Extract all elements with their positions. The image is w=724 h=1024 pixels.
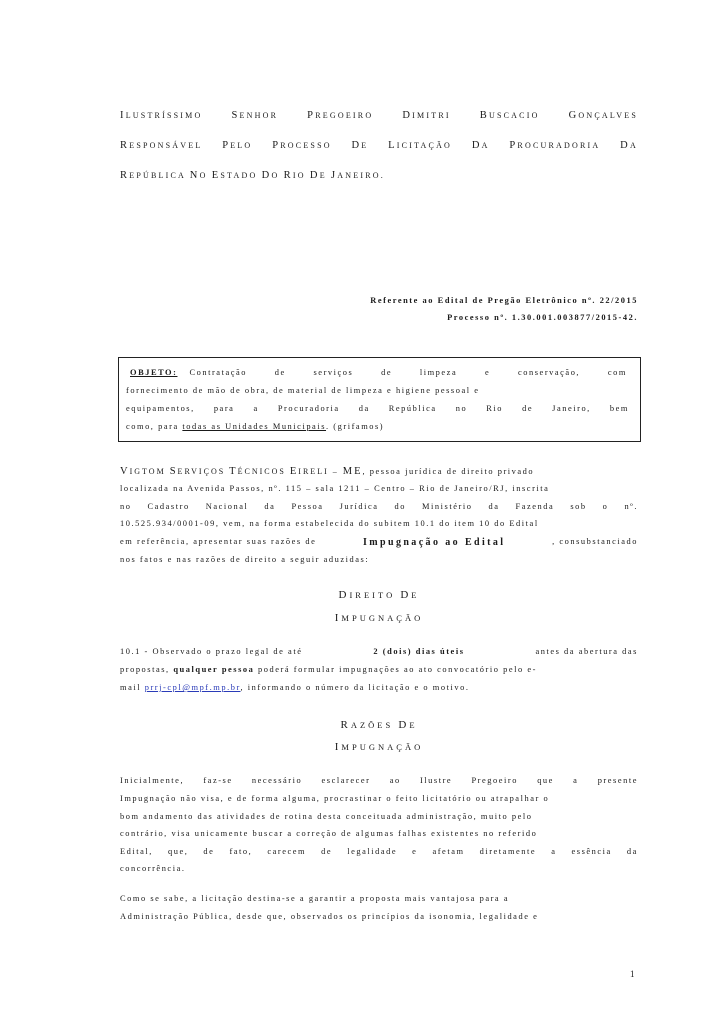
address-line-3-word-5: DE: [309, 170, 327, 181]
objeto-line-4-post: . (grifamos): [326, 422, 385, 431]
intro-line-3-word-8: da: [488, 502, 500, 511]
objeto-line-1-word-5: e: [484, 368, 491, 377]
objeto-line-3-word-3: Procuradoria: [277, 404, 340, 413]
para2-line-5-word-4: carecem: [267, 847, 307, 856]
objeto-line-1: [130, 368, 627, 377]
intro-line-3-word-10: sob: [570, 502, 587, 511]
page-number: 1: [630, 969, 635, 979]
para2-line-1-word-0: Inicialmente,: [120, 776, 185, 785]
objeto-label: OBJETO:: [130, 368, 178, 377]
para2-line-1-word-4: ao: [389, 776, 401, 785]
para1-line-1: [120, 647, 638, 656]
address-line-1-word-0: ILUSTRÍSSIMO: [120, 110, 203, 121]
objeto-line-3: [126, 404, 629, 413]
address-line-1: [120, 110, 638, 121]
intro-line-3-word-4: Pessoa: [291, 502, 324, 511]
para2-line-5-word-0: Edital,: [120, 847, 153, 856]
objeto-line-3-word-9: Janeiro,: [552, 404, 591, 413]
s2l2-word-0: IMPUGNAÇÃO: [334, 741, 424, 753]
reference-edital: Referente ao Edital de Pregão Eletrônico nº. 22/2015: [370, 296, 638, 305]
objeto-line-3-word-10: bem: [609, 404, 629, 413]
para2-line-5-word-1: que,: [167, 847, 189, 856]
intro-line-1-rest: , pessoa jurídica de direito privado: [362, 467, 535, 476]
section-heading-impugnacao-1: [120, 612, 638, 624]
s1l1-word-1: DE: [400, 589, 420, 601]
address-line-3-word-3: DO: [261, 170, 280, 181]
address-line-3-word-0: REPÚBLICA: [120, 170, 186, 181]
address-line-2-word-2: PROCESSO: [272, 140, 332, 151]
objeto-line-4: [126, 422, 629, 431]
para1-line-2-post: poderá formular impugnações ao ato convocatório pelo e-: [254, 665, 537, 674]
address-line-3-word-1: NO: [189, 170, 208, 181]
para1-line-2-pre: propostas,: [120, 665, 174, 674]
objeto-line-1-word-2: serviços: [313, 368, 354, 377]
email-link[interactable]: prrj-cpl@mpf.mp.br: [144, 683, 241, 692]
company-word-2: TÉCNICOS: [229, 466, 286, 477]
s1l1-word-0: DIREITO: [338, 589, 396, 601]
address-line-1-word-3: DIMITRI: [402, 110, 451, 121]
para2-line-5-word-9: diretamente: [479, 847, 537, 856]
intro-line-3-word-11: o: [602, 502, 609, 511]
company-word-0: VIGTOM: [120, 466, 166, 477]
para1-line-1-pre: 10.1 - Observado o prazo legal de até: [120, 647, 303, 656]
para2-line-1-word-1: faz-se: [203, 776, 233, 785]
para2-line-1-word-5: Ilustre: [419, 776, 453, 785]
qualquer-pessoa-emphasis: qualquer pessoa: [173, 665, 255, 674]
para2-line-1: [120, 776, 638, 785]
para1-line-3-post: , informando o número da licitação e o motivo.: [240, 683, 470, 692]
objeto-line-1-word-0: Contratação: [189, 368, 247, 377]
s2l1-word-1: DE: [398, 719, 418, 731]
objeto-line-1-word-3: de: [381, 368, 393, 377]
objeto-line-3-word-6: no: [455, 404, 468, 413]
intro-line-3-word-1: Cadastro: [147, 502, 190, 511]
para2-line-5-word-7: e: [412, 847, 418, 856]
objeto-line-1-word-7: com: [607, 368, 627, 377]
address-line-2-word-1: PELO: [222, 140, 253, 151]
objeto-text-1: [189, 368, 627, 377]
s1l2-word-0: IMPUGNAÇÃO: [334, 612, 424, 624]
para2-line-2: Impugnação não visa, e de forma alguma, procrastinar o feito licitatório ou atrapalhar o: [120, 794, 550, 803]
company-word-1: SERVIÇOS: [169, 466, 226, 477]
objeto-line-3-word-2: a: [253, 404, 259, 413]
section-heading-impugnacao-2: [120, 741, 638, 753]
para1-line-1-post: antes da abertura das: [535, 647, 638, 656]
intro-line-3-word-12: nº.: [624, 502, 638, 511]
para2-line-5-word-6: legalidade: [347, 847, 398, 856]
para1-line-2: [120, 665, 638, 674]
para1-line-3: [120, 683, 638, 692]
address-line-2-word-6: PROCURADORIA: [509, 140, 601, 151]
objeto-line-1-word-6: conservação,: [518, 368, 581, 377]
para2-line-1-word-6: Pregoeiro: [471, 776, 518, 785]
para2-line-1-word-2: necessário: [251, 776, 303, 785]
para2-line-1-word-3: esclarecer: [321, 776, 371, 785]
intro-line-5: [120, 537, 638, 548]
intro-line-3-word-0: no: [120, 502, 132, 511]
objeto-line-3-word-1: para: [213, 404, 235, 413]
company-word-5: ME: [342, 466, 363, 477]
para2-line-5-word-11: essência: [571, 847, 612, 856]
para1-line-3-pre: mail: [120, 683, 145, 692]
para2-line-1-word-7: que: [537, 776, 554, 785]
intro-line-3: [120, 502, 638, 511]
address-line-2: [120, 140, 638, 151]
address-line-1-word-1: SENHOR: [231, 110, 279, 121]
objeto-line-3-word-5: República: [388, 404, 437, 413]
section-heading-direito: [120, 589, 638, 601]
para2-line-1-word-8: a: [573, 776, 579, 785]
para2-line-1-word-9: presente: [597, 776, 638, 785]
intro-line-3-word-7: Ministério: [422, 502, 473, 511]
intro-line-4: 10.525.934/0001-09, vem, na forma estabelecida do subitem 10.1 do item 10 do Edital: [120, 519, 539, 528]
objeto-line-1-word-4: limpeza: [419, 368, 458, 377]
intro-line-5-pre: em referência, apresentar suas razões de: [120, 537, 317, 546]
intro-line-3-word-6: do: [394, 502, 407, 511]
intro-line-3-word-3: da: [264, 502, 276, 511]
para2-line-6: concorrência.: [120, 864, 186, 873]
address-line-2-word-4: LICITAÇÃO: [388, 140, 453, 151]
address-line-2-word-7: DA: [620, 140, 638, 151]
para3-line-2: Administração Pública, desde que, observados os princípios da isonomia, legalidade e: [120, 912, 539, 921]
prazo-emphasis: 2 (dois) dias úteis: [373, 647, 465, 656]
para2-line-5-word-12: da: [626, 847, 638, 856]
objeto-line-3-word-4: da: [358, 404, 370, 413]
para2-line-3: bom andamento das atividades de rotina desta conceituada administração, muito pelo: [120, 812, 533, 821]
intro-line-5-post: , consubstanciado: [552, 537, 638, 546]
objeto-line-3-word-8: de: [522, 404, 534, 413]
para3-line-1: Como se sabe, a licitação destina-se a garantir a proposta mais vantajosa para a: [120, 894, 510, 903]
address-line-1-word-5: GONÇALVES: [568, 110, 638, 121]
company-name: [120, 467, 363, 476]
address-line-2-word-5: DA: [471, 140, 490, 151]
objeto-line-3-word-7: Rio: [486, 404, 504, 413]
objeto-line-4-pre: como, para: [126, 422, 183, 431]
intro-line-1: [120, 466, 638, 477]
objeto-line-2: fornecimento de mão de obra, de material de limpeza e higiene pessoal e: [126, 386, 480, 395]
intro-line-3-word-9: Fazenda: [515, 502, 555, 511]
impugnacao-emphasis: Impugnação ao Edital: [363, 537, 506, 548]
intro-line-6: nos fatos e nas razões de direito a seguir aduzidas:: [120, 555, 370, 564]
intro-line-2: localizada na Avenida Passos, nº. 115 – sala 1211 – Centro – Rio de Janeiro/RJ, inscrita: [120, 484, 550, 493]
address-line-3-word-2: ESTADO: [211, 170, 258, 181]
address-line-2-word-3: DE: [351, 140, 369, 151]
address-line-3-word-6: JANEIRO.: [331, 170, 385, 181]
address-line-1-word-2: PREGOEIRO: [307, 110, 374, 121]
objeto-line-1-word-1: de: [274, 368, 286, 377]
s2l1-word-0: RAZÕES: [340, 719, 394, 731]
objeto-line-3-word-0: equipamentos,: [126, 404, 195, 413]
para2-line-4: contrário, visa unicamente buscar a correção de algumas falhas existentes no referido: [120, 829, 538, 838]
para2-line-5-word-5: de: [321, 847, 333, 856]
para2-line-5-word-2: de: [203, 847, 215, 856]
address-line-3-word-4: RIO: [283, 170, 306, 181]
section-heading-razoes: [120, 719, 638, 731]
para2-line-5-word-10: a: [551, 847, 557, 856]
para2-line-5-word-3: fato,: [229, 847, 253, 856]
address-line-3: [120, 170, 638, 181]
reference-processo: Processo nº. 1.30.001.003877/2015-42.: [447, 313, 638, 322]
objeto-underlined: todas as Unidades Municipais: [182, 422, 327, 431]
address-line-2-word-0: RESPONSÁVEL: [120, 140, 203, 151]
company-word-4: –: [332, 467, 339, 476]
para2-line-5-word-8: afetam: [432, 847, 465, 856]
intro-line-3-word-5: Jurídica: [339, 502, 379, 511]
company-word-3: EIRELI: [289, 466, 329, 477]
address-line-1-word-4: BUSCACIO: [479, 110, 540, 121]
intro-line-3-word-2: Nacional: [205, 502, 249, 511]
para2-line-5: [120, 847, 638, 856]
